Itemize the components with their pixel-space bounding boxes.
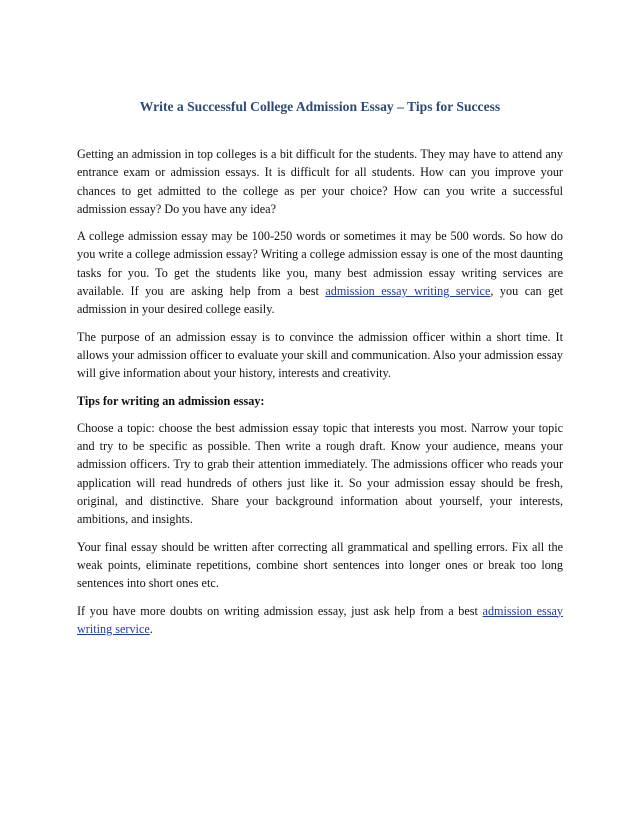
tips-heading: Tips for writing an admission essay: [77, 393, 265, 408]
paragraph-text: . [149, 621, 153, 636]
paragraph-choose-topic: Choose a topic: choose the best admission essay topic that interests you most. Narrow your topic and try to be specific as possible. Then write a rough draft. Know your audience, means your admission officers. Try to grab their attention immediately. The admissions officer who reads your application will read hundreds of others just like it. So your admission essay should be fresh, original, and distinctive. Share your background information about yourself, your interests, ambitions, and insights. [77, 420, 563, 527]
paragraph-purpose: The purpose of an admission essay is to convince the admission officer within a short time. It allows your admission officer to evaluate your skill and communication. Also your admission essay will give information about your history, interests and creativity. [77, 329, 563, 381]
paragraph-intro: Getting an admission in top colleges is a bit difficult for the students. They may have to attend any entrance exam or admission essays. It is difficult for all students. How can you improve your chances to get admitted to the college as per your choice? How can you write a successful admission essay? Do you have any idea? [77, 147, 563, 216]
page-title: Write a Successful College Admission Essay – Tips for Success [139, 99, 501, 114]
document-page [77, 98, 563, 647]
admission-essay-service-link[interactable]: admission essay writing service [325, 284, 491, 299]
paragraph-text: A college admission essay may be 100-250 words or sometimes it may be 500 words. So how do you write a college admission essay? Writing a college admission essay is one of the most daunting tasks for you. To get the students like you, many best admission essay writing services are available. If you are asking help from a best [77, 229, 563, 299]
admission-essay-service-link-2[interactable]: admission essay writing service [77, 603, 563, 636]
paragraph-text: , you can get admission in your desired college easily. [77, 284, 563, 317]
paragraph-more-doubts [77, 602, 563, 639]
paragraph-word-count [77, 227, 563, 318]
paragraph-text: If you have more doubts on writing admission essay, just ask help from a best [77, 603, 483, 618]
paragraph-final-essay: Your final essay should be written after correcting all grammatical and spelling errors. Fix all the weak points, eliminate repetitions, combine short sentences into longer ones or break too long sentences into short ones etc. [77, 539, 563, 591]
